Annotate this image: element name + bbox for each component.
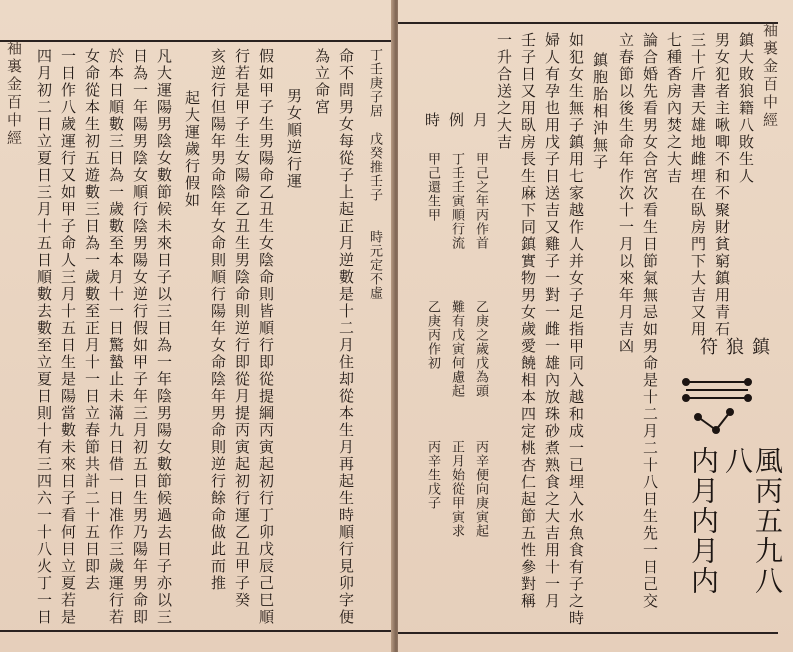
table-cell: 甲己之年丙作首 [473,152,488,250]
section-heading: 男女順逆行運 [285,88,303,190]
table-header: 時 [423,112,441,129]
text-column: 假如甲子生男陽命乙丑生女陰命則皆順行即從提綱丙寅起初行丁卯戊辰己巳順 [257,48,275,626]
text-column: 婦人有孕也用戊子日送吉又雞子一對一雌一雄內放珠砂煮熟食之大吉用十一月 [543,32,561,610]
table-cell: 正月始從甲寅求 [449,440,464,538]
text-column: 三十斤書天雄地雌埋在臥房門下大吉又用 [689,32,707,338]
table-cell: 甲己還生甲 [425,152,440,222]
text-column: 男女犯者主啾唧不和不聚財貧窮鎮用青石 [713,32,731,338]
text-column: 凡大運陽男陰女數節候未來日子以三日為一年陰男陽女數節候過去日子亦以三 [155,48,173,626]
talisman [668,337,784,598]
text-column: 如犯女生無子鎮用七家越作人并女子足指甲同入越和成一已埋入水魚食有子之時 [567,32,585,627]
table-header: 例 [447,112,465,129]
margin-title: 袖裏金百中經 [5,40,23,148]
text-column: 七種香房內焚之大吉 [665,32,683,185]
text-column: 命不問男女每從子上起正月逆數是十二月住却從本生月再起生時順行見卯字便 [337,48,355,626]
left-page [0,0,395,652]
table-cell: 乙庚丙作初 [425,300,440,370]
section-heading: 起大運歲行假如 [183,90,201,209]
table-cell: 乙庚之歲戊為頭 [473,300,488,398]
text-column: 行若是甲子生女陽命乙丑生男陰命則逆行即從月提丙寅起初行運乙丑甲子癸 [233,48,251,609]
table-cell: 丁壬壬寅順行流 [449,152,464,250]
margin-title: 袖裏金百中經 [761,22,779,130]
text-column: 鎮大敗狼籍八敗生人 [737,32,755,185]
table-cell: 難有戊寅何慮起 [449,300,464,398]
top-border [398,22,778,24]
example-line: 丁壬庚子居 戊癸推壬子 時元定不虛 [367,48,382,300]
table-header: 月 [471,112,489,129]
text-column: 一升合送之大吉 [495,32,513,151]
text-column: 四月初二日立夏日三月十五日順數去數至立夏日則十有三四六一十八火丁一日 [35,48,53,626]
table-cell: 丙辛便向庚寅起 [473,440,488,538]
text-column: 於本日順數三日為一歲數至本月十一日驚蟄止未滿九日借一日准作三歲運行若 [107,48,125,626]
text-column: 論合婚先看男女合宮次看生日節氣無忌如男命是十二月二十八日生先一日己交 [641,32,659,610]
bottom-border [398,632,778,634]
text-column: 女命從本生初五遊數三日為一歲數至正月十一日立春節共計二十五日即去 [83,48,101,592]
text-column: 壬子日又用臥房長生麻下同鎮實物男女歲愛饒相本四定桃杏仁起節五性參對稱 [519,32,537,610]
text-column: 亥逆行但陽年男命陰年女命則順行陽年女命陰年男命則逆行餘命做此而推 [209,48,227,592]
talisman-title: 符狼鎮 [700,337,778,358]
talisman-diagram [668,372,768,442]
top-border [0,40,392,42]
text-column: 日為一年陽男陰女順行陰男陽女逆行假如甲子年三月初五日生男乃陽年男命即 [131,48,149,626]
text-column: 一日作八歲運行又如甲子命人三月十五日生是陽當數未來日子看何日立夏若是 [59,48,77,626]
text-column: 立春節以後生命年作次十一月以來年月吉凶 [617,32,635,355]
talisman-glyph-column: 風丙五九八八 [721,446,784,596]
table-cell: 丙辛生戊子 [425,440,440,510]
bottom-border [0,630,392,632]
text-column: 為立命宮 [313,48,331,116]
section-heading: 鎮胞胎相沖無子 [591,52,609,171]
talisman-glyph-column: 内月内月内 [687,446,720,596]
